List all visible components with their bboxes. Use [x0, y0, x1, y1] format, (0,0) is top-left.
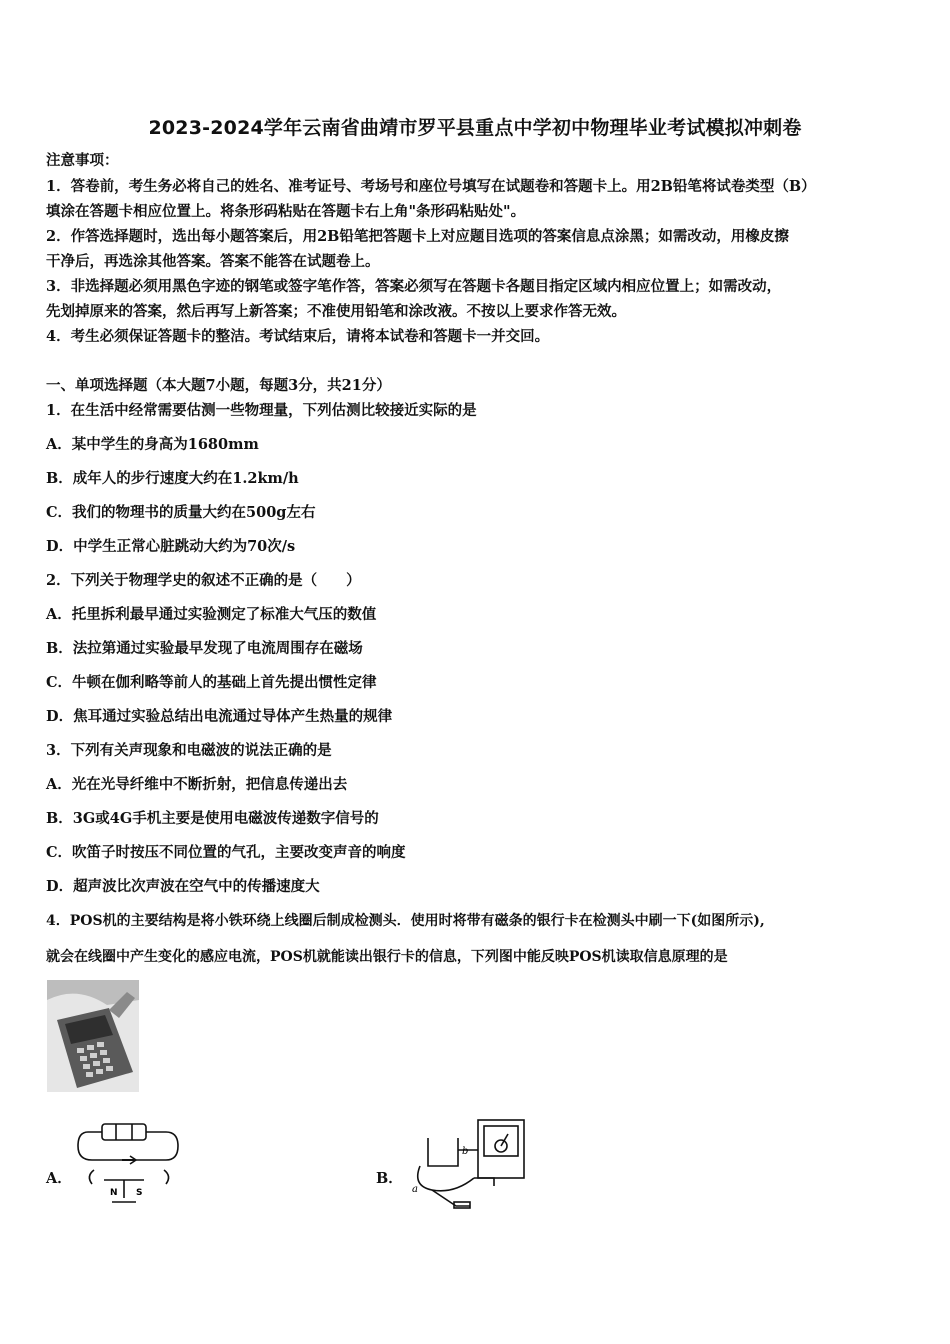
option-d: D．超声波比次声波在空气中的传播速度大: [46, 878, 320, 895]
option-c: C．牛顿在伽利略等前人的基础上首先提出惯性定律: [46, 674, 377, 691]
notice-line: 填涂在答题卡相应位置上。将条形码粘贴在答题卡右上角"条形码粘贴处"。: [46, 203, 526, 220]
question-stem: 3．下列有关声现象和电磁波的说法正确的是: [46, 742, 332, 759]
notice-line: 1．答卷前，考生务必将自己的姓名、准考证号、考场号和座位号填写在试题卷和答题卡上。用2B铅笔将试卷类型（B）: [46, 178, 816, 195]
option-b: B．法拉第通过实验最早发现了电流周围存在磁场: [46, 640, 363, 657]
option-a-diagram: [74, 1118, 184, 1210]
option-c: C．吹笛子时按压不同位置的气孔，主要改变声音的响度: [46, 844, 406, 861]
question-stem: 就会在线圈中产生变化的感应电流，POS机就能读出银行卡的信息，下列图中能反映POS机读取信息原理的是: [46, 949, 728, 965]
label-n: N: [110, 1188, 118, 1198]
notice-line: 3．非选择题必须用黑色字迹的钢笔或签字笔作答，答案必须写在答题卡各题目指定区域内相应位置上；如需改动，: [46, 278, 782, 295]
notice-line: 干净后，再选涂其他答案。答案不能答在试题卷上。: [46, 253, 380, 270]
pos-machine-image: [47, 980, 139, 1092]
question-stem: 2．下列关于物理学史的叙述不正确的是（ ）: [46, 572, 361, 589]
option-d: D．中学生正常心脏跳动大约为70次/s: [46, 538, 296, 555]
option-b-label: B．: [376, 1170, 403, 1187]
page-title: 2023-2024学年云南省曲靖市罗平县重点中学初中物理毕业考试模拟冲刺卷: [148, 117, 802, 139]
option-a: A．光在光导纤维中不断折射，把信息传递出去: [46, 776, 348, 793]
option-a: A．托里拆利最早通过实验测定了标准大气压的数值: [46, 606, 377, 623]
option-c: C．我们的物理书的质量大约在500g左右: [46, 504, 316, 521]
option-b: B．成年人的步行速度大约在1.2km/h: [46, 470, 299, 487]
notice-line: 4．考生必须保证答题卡的整洁。考试结束后，请将本试卷和答题卡一并交回。: [46, 328, 550, 345]
question-stem: 4．POS机的主要结构是将小铁环绕上线圈后制成检测头．使用时将带有磁条的银行卡在检测头中刷一下(如图所示),: [46, 913, 765, 929]
notice-heading: 注意事项：: [46, 152, 119, 169]
question-stem: 1．在生活中经常需要估测一些物理量，下列估测比较接近实际的是: [46, 402, 477, 419]
label-s: S: [136, 1188, 143, 1198]
option-a-label: A．: [46, 1170, 72, 1187]
section-heading: 一、单项选择题（本大题7小题，每题3分，共21分）: [46, 377, 391, 394]
option-d: D．焦耳通过实验总结出电流通过导体产生热量的规律: [46, 708, 393, 725]
option-b: B．3G或4G手机主要是使用电磁波传递数字信号的: [46, 810, 379, 827]
option-b-diagram: [404, 1116, 532, 1212]
notice-line: 2．作答选择题时，选出每小题答案后，用2B铅笔把答题卡上对应题目选项的答案信息点涂黑；如需改动，用橡皮擦: [46, 228, 789, 245]
option-a: A．某中学生的身高为1680mm: [46, 436, 259, 453]
label-b: b: [462, 1146, 469, 1157]
label-a: a: [412, 1184, 418, 1195]
notice-line: 先划掉原来的答案，然后再写上新答案；不准使用铅笔和涂改液。不按以上要求作答无效。: [46, 303, 626, 320]
